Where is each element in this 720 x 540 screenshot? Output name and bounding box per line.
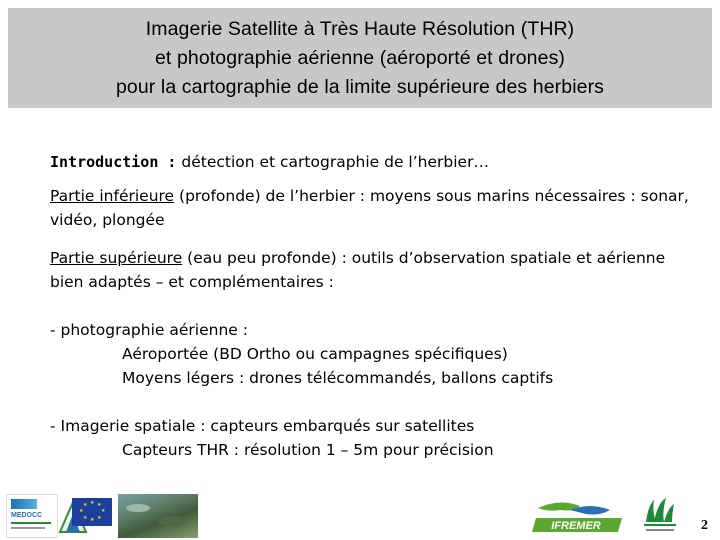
slide-title: [116, 15, 604, 102]
footer-logos: [0, 490, 720, 540]
title-line-1: Imagerie Satellite à Très Haute Résolution (THR): [145, 17, 575, 40]
intro-paragraph: [50, 150, 690, 174]
aerial-photo: [118, 494, 198, 538]
title-banner: [8, 8, 712, 108]
photo-aerienne-heading: - photographie aérienne :: [50, 321, 248, 339]
title-line-2: et photographie aérienne (aéroporté et drones): [154, 46, 566, 69]
partie-superieure-label: Partie supérieure: [50, 249, 183, 267]
medocc-logo: [6, 494, 58, 538]
eu-flag-icon: ★ ★ ★ ★ ★ ★ ★ ★: [72, 498, 112, 526]
partie-inferieure-text: (profonde) de l’herbier : moyens sous marins nécessaires : sonar, vidéo, plongée: [50, 187, 689, 229]
ifremer-label: IFREMER: [551, 520, 601, 532]
partie-superieure-paragraph: [50, 246, 690, 294]
title-line-3: pour la cartographie de la limite supérieure des herbiers: [115, 75, 605, 98]
photo-aerienne-item-2: Moyens légers : drones télécommandés, ballons captifs: [122, 369, 554, 387]
imagerie-spatiale-heading: - Imagerie spatiale : capteurs embarqués sur satellites: [50, 417, 475, 435]
intro-text: détection et cartographie de l’herbier…: [176, 153, 489, 171]
intro-label: Introduction :: [50, 153, 177, 171]
slide-body: [50, 150, 690, 462]
photo-aerienne-item-1: Aéroportée (BD Ortho ou campagnes spécifiques): [122, 345, 508, 363]
partie-inferieure-label: Partie inférieure: [50, 187, 175, 205]
partie-superieure-text: (eau peu profonde) : outils d’observation spatiale et aérienne bien adaptés – et complémentaires :: [50, 249, 666, 291]
imagerie-spatiale-item-1: Capteurs THR : résolution 1 – 5m pour précision: [122, 441, 494, 459]
ifremer-logo: [530, 498, 626, 534]
partie-inferieure-paragraph: [50, 184, 690, 232]
conservatoire-logo: [640, 492, 680, 538]
page-number: 2: [701, 518, 708, 533]
medocc-label: MEDOCC: [11, 512, 43, 519]
